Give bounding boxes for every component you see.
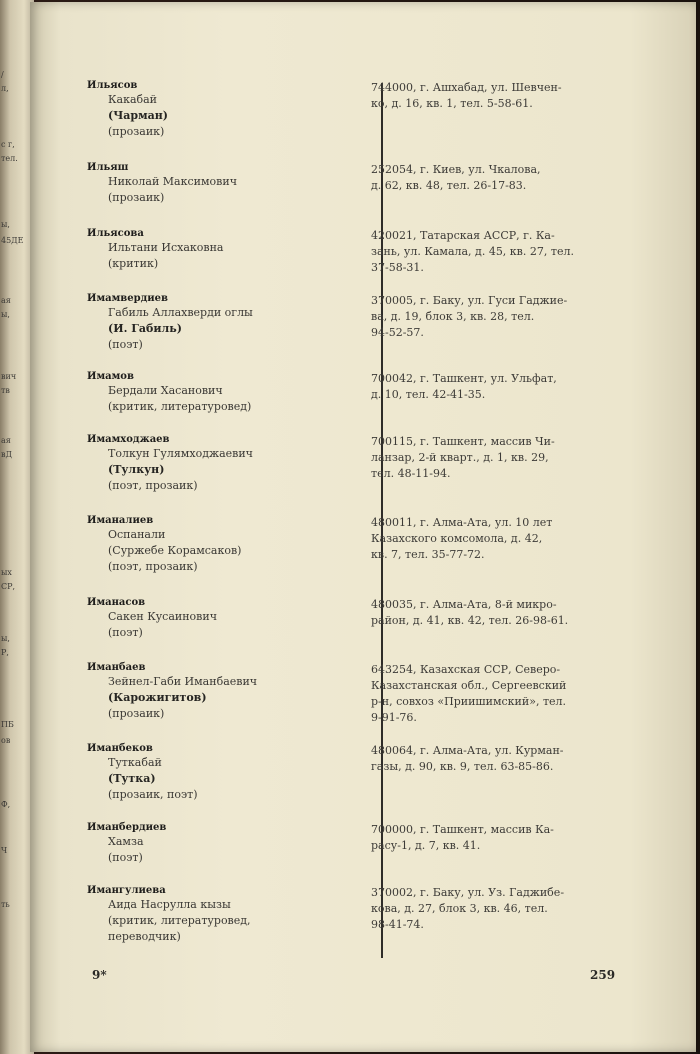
entry-surname: Имамходжаев (87, 434, 170, 445)
address-line: 700115, г. Ташкент, массив Чи- (371, 435, 555, 448)
address-line: р-н, совхоз «Приишимский», тел. (371, 695, 567, 708)
entry-pseudonym: (Чарман) (108, 109, 169, 122)
entry-detail-line: (поэт) (108, 851, 143, 864)
entry-name-block (86, 885, 341, 945)
entry-detail-line: Аида Насрулла кызы (108, 898, 231, 911)
entry-name-block (86, 228, 341, 272)
entry-address-block (371, 597, 614, 629)
address-line: 98-41-74. (371, 918, 424, 931)
address-line: 480064, г. Алма-Ата, ул. Курман- (371, 744, 564, 757)
entry-detail-line: Сакен Кусаинович (108, 610, 217, 623)
entry-pseudonym: (Тутка) (108, 772, 156, 785)
left-page-text-fragment: Ф, (1, 800, 11, 809)
address-line: Казахского комсомола, д. 42, (371, 532, 543, 545)
entry-name-block (86, 162, 341, 206)
address-line: 370005, г. Баку, ул. Гуси Гаджие- (371, 294, 568, 307)
address-line: 370002, г. Баку, ул. Уз. Гаджибе- (371, 886, 565, 899)
entry-surname: Иманбаев (87, 662, 146, 673)
address-line: кова, д. 27, блок 3, кв. 46, тел. (371, 902, 548, 915)
address-line: 420021, Татарская АССР, г. Ка- (371, 229, 555, 242)
address-line: 252054, г. Киев, ул. Чкалова, (371, 163, 541, 176)
left-page-text-fragment: 45ДЕ (1, 236, 24, 245)
left-page-text-fragment: ы, (1, 634, 10, 643)
entry-address-block (371, 228, 614, 276)
left-page-text-fragment: с г, (1, 140, 15, 149)
entry-name-block (86, 743, 341, 803)
left-page-text-fragment: тв (1, 386, 10, 395)
entry-detail-line: (критик) (108, 257, 159, 270)
left-page-text-fragment: вич (1, 372, 17, 381)
entry-address-block (371, 743, 614, 775)
left-page-text-fragment: вД (1, 450, 13, 459)
left-page-text-fragment: СР, (1, 582, 16, 591)
entry-detail-line: Николай Максимович (108, 175, 237, 188)
address-line: д. 62, кв. 48, тел. 26-17-83. (371, 179, 527, 192)
entry-detail-line: (поэт, прозаик) (108, 560, 198, 573)
left-page-text-fragment: Ч (1, 846, 8, 855)
entry-detail-line: (Суржебе Корамсаков) (108, 544, 242, 557)
entry-name-block (86, 371, 341, 415)
entry-address-block (371, 662, 614, 726)
entry-surname: Ильясов (87, 80, 138, 91)
entry-address-block (371, 434, 614, 482)
signature-mark: 9* (92, 968, 107, 982)
entry-address-block (371, 371, 614, 403)
entry-address-block (371, 80, 614, 112)
address-line: 94-52-57. (371, 326, 424, 339)
address-line: Казахстанская обл., Сергеевский (371, 679, 567, 692)
address-line: тел. 48-11-94. (371, 467, 451, 480)
entry-surname: Иманалиев (87, 515, 154, 526)
entry-detail-line: (критик, литературовед) (108, 400, 252, 413)
address-line: 744000, г. Ашхабад, ул. Шевчен- (371, 81, 562, 94)
entry-detail-line: Зейнел-Габи Иманбаевич (108, 675, 258, 688)
left-page-text-fragment: ая (1, 296, 11, 305)
entry-surname: Ильяш (87, 162, 129, 173)
entry-detail-line: (поэт) (108, 338, 143, 351)
entry-name-block (86, 293, 341, 353)
left-page-text-fragment: ы, (1, 220, 10, 229)
entry-address-block (371, 162, 614, 194)
entry-pseudonym: (И. Габиль) (108, 322, 182, 335)
entry-detail-line: Туткабай (108, 756, 162, 769)
entry-name-block (86, 822, 341, 866)
address-line: 700000, г. Ташкент, массив Ка- (371, 823, 554, 836)
address-line: зань, ул. Камала, д. 45, кв. 27, тел. (371, 245, 574, 258)
address-line: ко, д. 16, кв. 1, тел. 5-58-61. (371, 97, 533, 110)
entry-detail-line: Хамза (108, 835, 144, 848)
entry-address-block (371, 885, 614, 933)
entry-surname: Иманбердиев (87, 822, 167, 833)
left-page-text-fragment: тел. (1, 154, 18, 163)
entry-detail-line: (прозаик) (108, 707, 165, 720)
left-page-text-fragment: ы, (1, 310, 10, 319)
left-page-text-fragment: л, (1, 84, 9, 93)
page-number: 259 (590, 968, 616, 982)
address-line: 37-58-31. (371, 261, 424, 274)
left-page-text-fragment: ая (1, 436, 11, 445)
entry-detail-line: (критик, литературовед, (108, 914, 251, 927)
left-page-text-fragment: / (1, 70, 4, 79)
address-line: ланзар, 2-й кварт., д. 1, кв. 29, (371, 451, 549, 464)
address-line: д. 10, тел. 42-41-35. (371, 388, 486, 401)
address-line: 643254, Казахская ССР, Северо- (371, 663, 561, 676)
entry-surname: Имамов (87, 371, 134, 382)
entry-name-block (86, 662, 341, 722)
entry-detail-line: (поэт, прозаик) (108, 479, 198, 492)
left-page-text-fragment: ов (1, 736, 11, 745)
entry-detail-line: Оспанали (108, 528, 166, 541)
entry-name-block (86, 80, 341, 140)
left-page-text-fragment: Р, (1, 648, 9, 657)
entry-name-block (86, 515, 341, 575)
address-line: 9-91-76. (371, 711, 417, 724)
entry-detail-line: (прозаик) (108, 125, 165, 138)
address-line: 700042, г. Ташкент, ул. Ульфат, (371, 372, 557, 385)
entry-address-block (371, 293, 614, 341)
address-line: район, д. 41, кв. 42, тел. 26-98-61. (371, 614, 569, 627)
address-line: расу-1, д. 7, кв. 41. (371, 839, 481, 852)
entry-surname: Ильясова (87, 228, 144, 239)
address-line: ва, д. 19, блок 3, кв. 28, тел. (371, 310, 535, 323)
entry-surname: Имамвердиев (87, 293, 168, 304)
entry-surname: Иманбеков (87, 743, 153, 754)
entry-address-block (371, 822, 614, 854)
entry-surname: Имангулиева (87, 885, 166, 896)
left-page-text-fragment: ых (1, 568, 12, 577)
entry-detail-line: Габиль Аллахверди оглы (108, 306, 253, 319)
left-page-text-fragment: ть (1, 900, 10, 909)
entry-detail-line: (поэт) (108, 626, 143, 639)
entry-detail-line: Толкун Гулямходжаевич (108, 447, 253, 460)
entry-pseudonym: (Тулкун) (108, 463, 165, 476)
entry-pseudonym: (Карожигитов) (108, 691, 207, 704)
entry-detail-line: Ильтани Исхаковна (108, 241, 224, 254)
address-line: 480011, г. Алма-Ата, ул. 10 лет (371, 516, 553, 529)
entry-detail-line: (прозаик, поэт) (108, 788, 198, 801)
left-page-text-fragment: ПБ (1, 720, 14, 729)
entry-detail-line: Какабай (108, 93, 158, 106)
address-line: 480035, г. Алма-Ата, 8-й микро- (371, 598, 557, 611)
entry-detail-line: Бердали Хасанович (108, 384, 223, 397)
entry-surname: Иманасов (87, 597, 146, 608)
entry-name-block (86, 597, 341, 641)
entry-name-block (86, 434, 341, 494)
entry-detail-line: переводчик) (108, 930, 181, 943)
entry-address-block (371, 515, 614, 563)
entry-detail-line: (прозаик) (108, 191, 165, 204)
address-line: газы, д. 90, кв. 9, тел. 63-85-86. (371, 760, 554, 773)
address-line: кв. 7, тел. 35-77-72. (371, 548, 485, 561)
